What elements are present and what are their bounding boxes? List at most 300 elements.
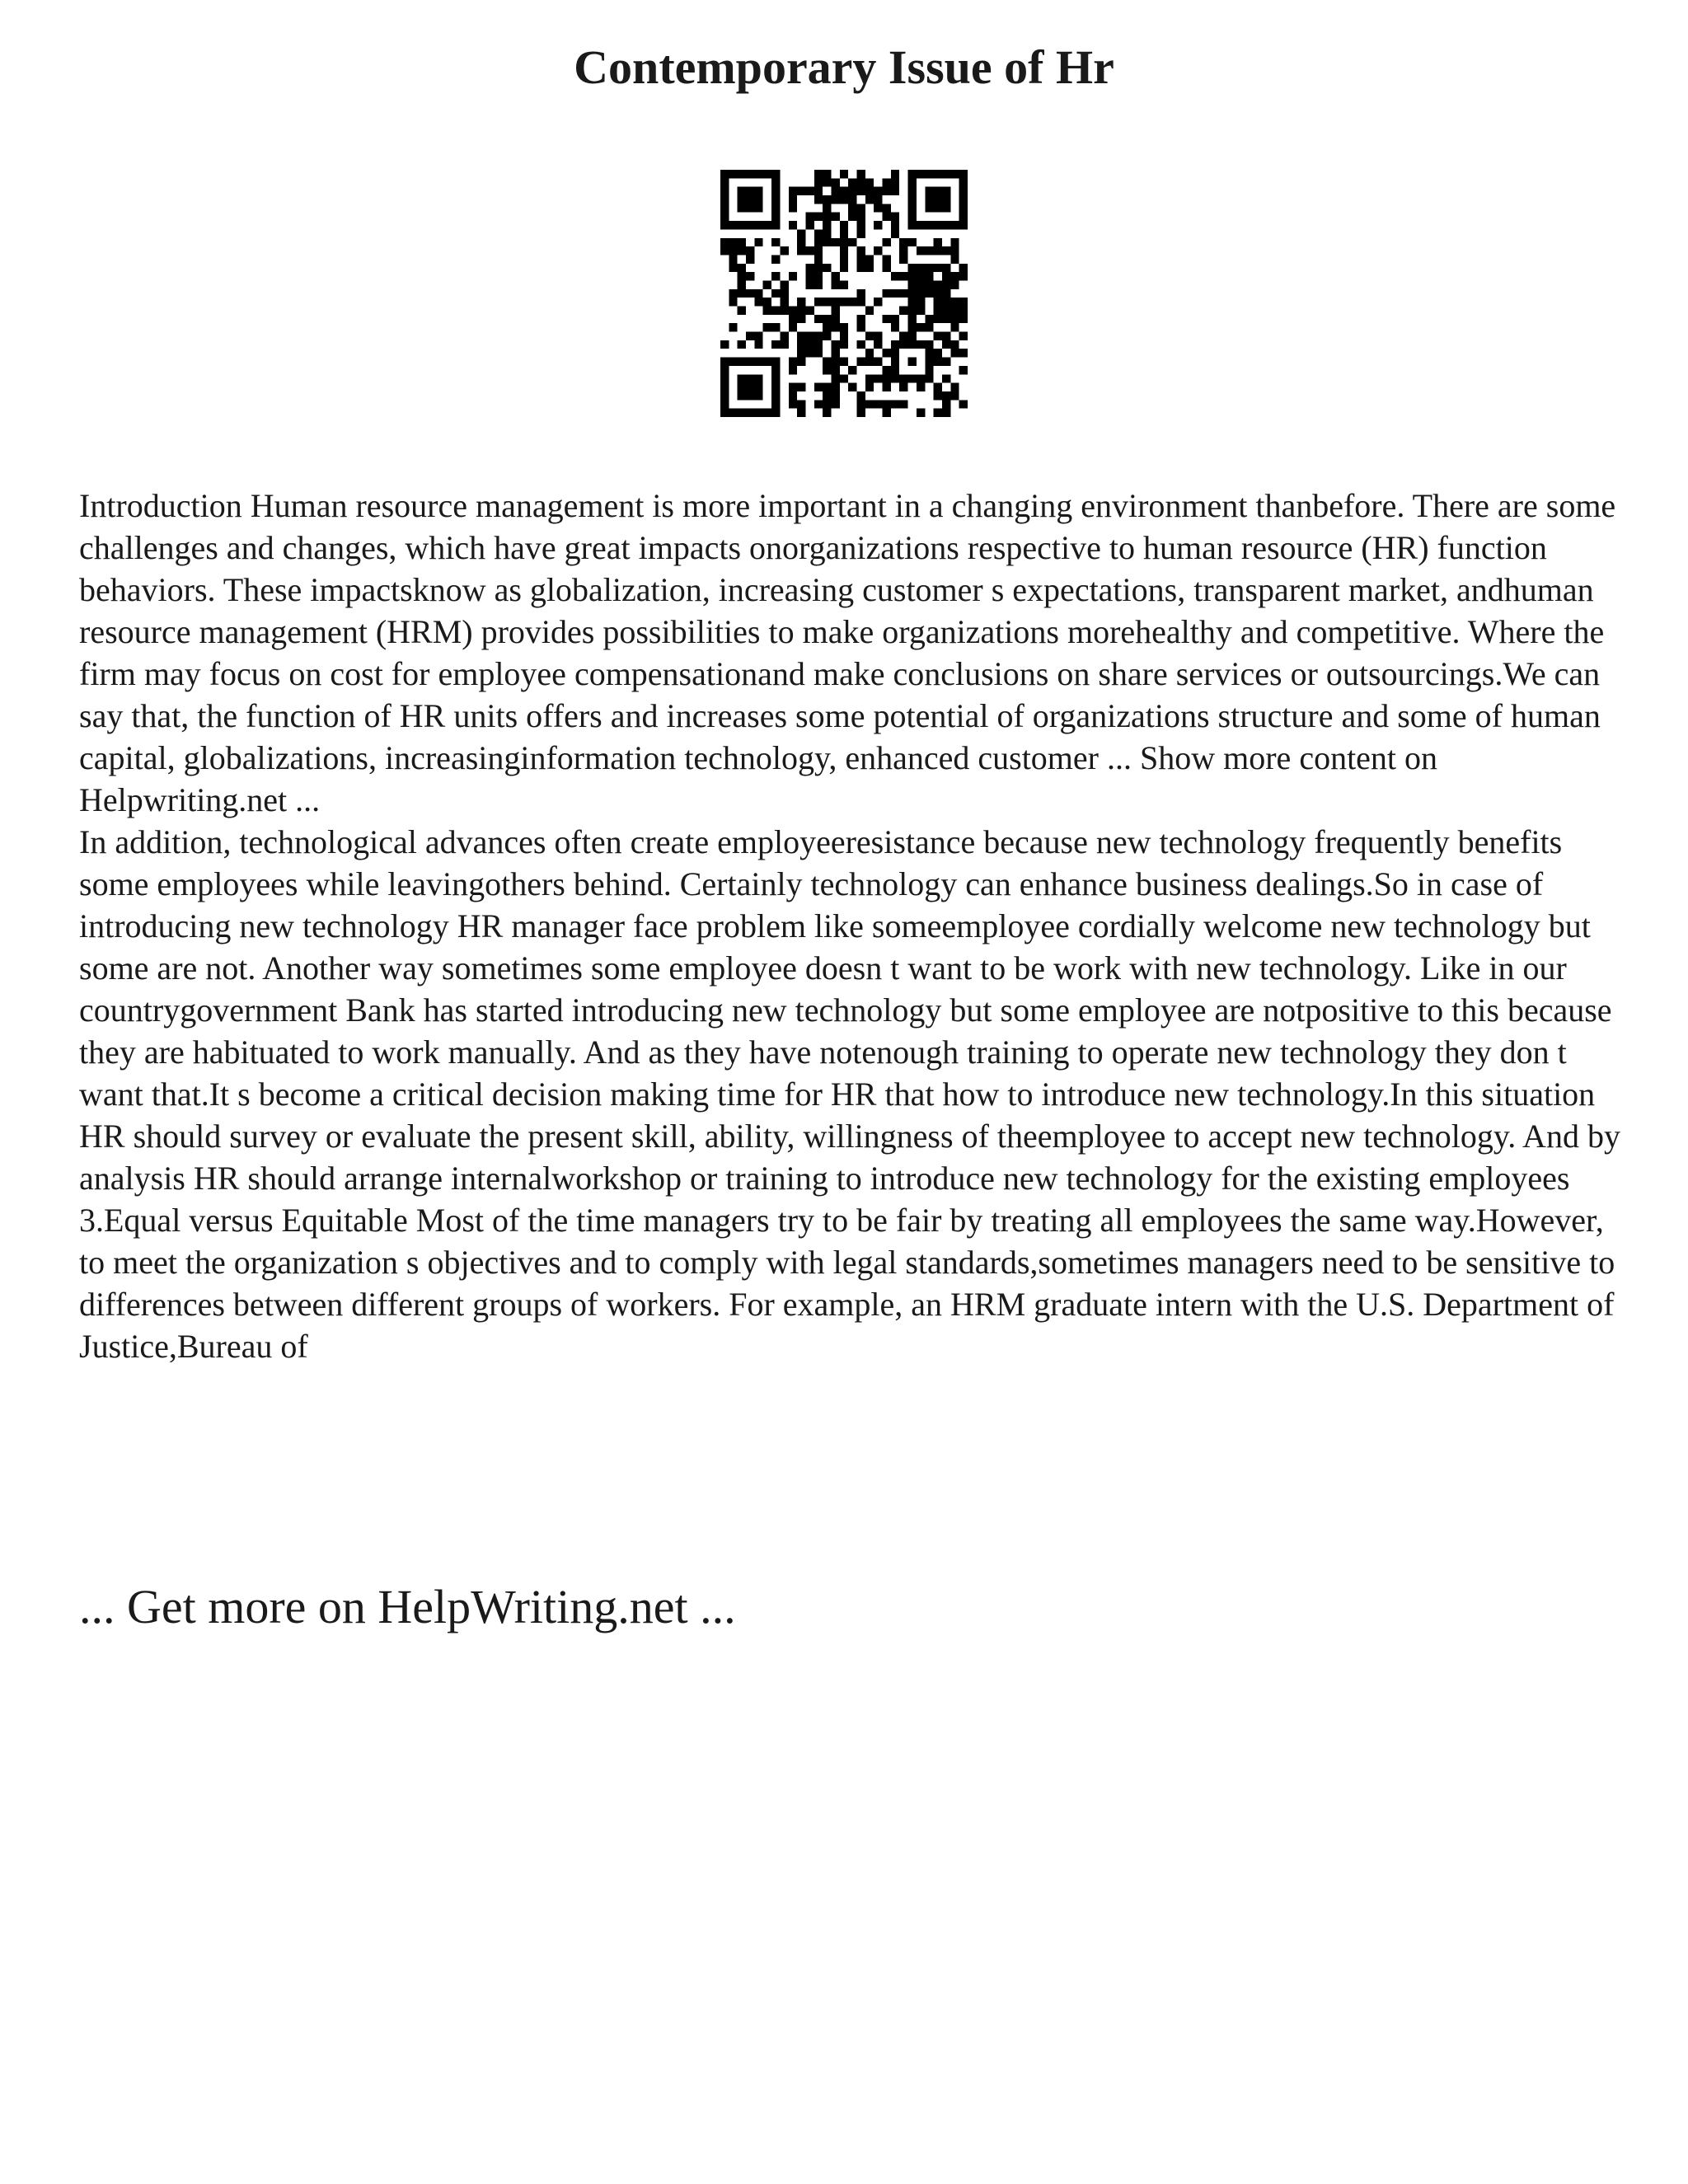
qr-module <box>891 221 899 229</box>
qr-module <box>771 213 780 221</box>
qr-module <box>780 307 788 315</box>
qr-module <box>814 229 823 237</box>
qr-module <box>942 307 950 315</box>
qr-module <box>754 221 762 229</box>
qr-module <box>738 409 746 417</box>
qr-module <box>925 289 933 298</box>
qr-module <box>746 391 754 400</box>
qr-module <box>891 170 899 178</box>
qr-module <box>805 221 814 229</box>
qr-module <box>720 187 729 195</box>
qr-module <box>959 221 968 229</box>
qr-module <box>917 221 925 229</box>
qr-module <box>857 246 865 255</box>
qr-module <box>797 298 805 306</box>
qr-module <box>738 170 746 178</box>
qr-module <box>738 221 746 229</box>
qr-module <box>738 391 746 400</box>
qr-module <box>831 349 839 357</box>
qr-module <box>848 366 856 374</box>
qr-module <box>908 204 917 212</box>
qr-module <box>942 272 950 280</box>
qr-module <box>950 246 959 255</box>
qr-module <box>848 187 856 195</box>
qr-module <box>891 366 899 374</box>
qr-module <box>942 374 950 382</box>
qr-module <box>840 221 848 229</box>
qr-module <box>738 272 746 280</box>
qr-module <box>942 400 950 408</box>
qr-module <box>780 246 788 255</box>
qr-module <box>746 246 754 255</box>
qr-module <box>874 195 882 204</box>
qr-module <box>831 178 839 186</box>
qr-module <box>891 323 899 331</box>
qr-module <box>797 187 805 195</box>
qr-module <box>720 221 729 229</box>
qr-module <box>925 264 933 272</box>
qr-module <box>780 280 788 288</box>
qr-module <box>857 264 865 272</box>
paragraph-introduction: Introduction Human resource management is more important in a changing environment thanbefore. There are some challenges and changes, which have great impacts onorganizations respective to human resource (HR) function behaviors. These impactsknow as globalization, increasing customer s expectations, transparent market, andhuman resource management (HRM) provides possibilities to make organizations morehealthy and competitive. Where the firm may focus on cost for employee compensationand make conclusions on share services or outsourcings.We can say that, the function of HR units offers and increases some potential of organizations structure and some of human capital, globalizations, increasinginformation technology, enhanced customer ... Show more content on Helpwriting.net ... <box>79 487 1616 818</box>
qr-module <box>899 272 907 280</box>
qr-module <box>857 187 865 195</box>
qr-module <box>848 204 856 212</box>
qr-module <box>908 289 917 298</box>
qr-module <box>814 315 823 323</box>
qr-module <box>789 383 797 391</box>
qr-module <box>934 238 942 246</box>
qr-module <box>729 221 737 229</box>
qr-module <box>925 366 933 374</box>
qr-module <box>823 315 831 323</box>
qr-module <box>823 323 831 331</box>
qr-module <box>754 383 762 391</box>
qr-module <box>865 400 874 408</box>
qr-module <box>771 366 780 374</box>
qr-module <box>899 383 907 391</box>
qr-module <box>831 358 839 366</box>
qr-module <box>746 187 754 195</box>
qr-module <box>797 332 805 340</box>
qr-module <box>908 332 917 340</box>
qr-module <box>823 264 831 272</box>
qr-module <box>934 280 942 288</box>
qr-module <box>797 383 805 391</box>
qr-module <box>831 307 839 315</box>
qr-module <box>917 374 925 382</box>
qr-module <box>805 280 814 288</box>
qr-module <box>865 195 874 204</box>
qr-module <box>959 213 968 221</box>
qr-module <box>738 238 746 246</box>
qr-module <box>857 400 865 408</box>
qr-module <box>831 323 839 331</box>
qr-module <box>763 221 771 229</box>
qr-module <box>831 195 839 204</box>
qr-module <box>831 298 839 306</box>
qr-module <box>720 340 729 349</box>
qr-module <box>942 340 950 349</box>
qr-module <box>942 409 950 417</box>
qr-module <box>754 340 762 349</box>
qr-module <box>763 280 771 288</box>
qr-module <box>857 170 865 178</box>
qr-module <box>917 383 925 391</box>
qr-module <box>857 289 865 298</box>
qr-module <box>840 238 848 246</box>
qr-module <box>771 289 780 298</box>
qr-module <box>891 213 899 221</box>
qr-module <box>720 374 729 382</box>
qr-module <box>917 340 925 349</box>
qr-module <box>874 332 882 340</box>
qr-module <box>738 204 746 212</box>
qr-module <box>789 400 797 408</box>
qr-module <box>814 246 823 255</box>
qr-module <box>789 221 797 229</box>
qr-module <box>950 298 959 306</box>
qr-module <box>848 298 856 306</box>
qr-module <box>840 340 848 349</box>
qr-module <box>771 307 780 315</box>
qr-module <box>840 374 848 382</box>
qr-module <box>908 178 917 186</box>
qr-module <box>780 289 788 298</box>
qr-module <box>840 358 848 366</box>
qr-module <box>891 315 899 323</box>
qr-module <box>805 187 814 195</box>
qr-module <box>814 187 823 195</box>
qr-module <box>729 323 737 331</box>
qr-module <box>874 246 882 255</box>
qr-module <box>908 340 917 349</box>
qr-module <box>959 178 968 186</box>
qr-module <box>891 340 899 349</box>
qr-module <box>840 298 848 306</box>
qr-module <box>959 315 968 323</box>
qr-module <box>950 307 959 315</box>
qr-module <box>883 204 891 212</box>
qr-module <box>934 289 942 298</box>
qr-module <box>754 298 762 306</box>
qr-module <box>797 229 805 237</box>
qr-module <box>959 332 968 340</box>
qr-module <box>823 195 831 204</box>
qr-module <box>840 195 848 204</box>
qr-module <box>729 409 737 417</box>
qr-module <box>805 307 814 315</box>
qr-module <box>874 400 882 408</box>
qr-module <box>942 195 950 204</box>
qr-module <box>789 272 797 280</box>
qr-module <box>925 246 933 255</box>
qr-module <box>738 289 746 298</box>
qr-module <box>908 213 917 221</box>
qr-module <box>840 187 848 195</box>
qr-module <box>865 187 874 195</box>
qr-module <box>771 409 780 417</box>
qr-module <box>771 255 780 263</box>
qr-module <box>942 298 950 306</box>
qr-module <box>857 255 865 263</box>
qr-module <box>934 383 942 391</box>
qr-module <box>754 409 762 417</box>
qr-module <box>950 323 959 331</box>
qr-module <box>754 391 762 400</box>
qr-module <box>763 323 771 331</box>
qr-module <box>789 323 797 331</box>
qr-module <box>925 272 933 280</box>
qr-code-icon <box>720 170 968 417</box>
qr-module <box>950 272 959 280</box>
qr-module <box>840 229 848 237</box>
qr-module <box>934 315 942 323</box>
qr-module <box>780 332 788 340</box>
qr-module <box>925 204 933 212</box>
qr-module <box>814 178 823 186</box>
qr-module <box>738 307 746 315</box>
qr-module <box>814 272 823 280</box>
qr-module <box>908 264 917 272</box>
qr-module <box>763 409 771 417</box>
qr-module <box>917 264 925 272</box>
qr-module <box>840 332 848 340</box>
qr-module <box>908 374 917 382</box>
qr-module <box>917 246 925 255</box>
qr-module <box>883 366 891 374</box>
qr-module <box>729 170 737 178</box>
qr-module <box>925 358 933 366</box>
qr-module <box>865 374 874 382</box>
qr-module <box>771 178 780 186</box>
qr-module <box>814 170 823 178</box>
qr-module <box>874 340 882 349</box>
qr-module <box>865 349 874 357</box>
qr-module <box>883 349 891 357</box>
qr-module <box>925 221 933 229</box>
qr-module <box>814 238 823 246</box>
get-more-link[interactable]: ... Get more on HelpWriting.net ... <box>79 1580 736 1633</box>
qr-module <box>899 246 907 255</box>
qr-module <box>899 289 907 298</box>
qr-module <box>908 195 917 204</box>
qr-module <box>959 204 968 212</box>
qr-module <box>823 204 831 212</box>
qr-module <box>729 358 737 366</box>
qr-module <box>823 400 831 408</box>
qr-module <box>942 358 950 366</box>
qr-module <box>857 391 865 400</box>
qr-module <box>883 400 891 408</box>
qr-module <box>899 255 907 263</box>
qr-module <box>738 374 746 382</box>
qr-module <box>754 238 762 246</box>
qr-module <box>891 358 899 366</box>
qr-module <box>789 195 797 204</box>
qr-module <box>746 195 754 204</box>
qr-module <box>831 238 839 246</box>
qr-module <box>883 238 891 246</box>
qr-module <box>908 323 917 331</box>
qr-module <box>925 374 933 382</box>
qr-module <box>729 246 737 255</box>
qr-module <box>789 204 797 212</box>
qr-module <box>891 229 899 237</box>
qr-module <box>950 170 959 178</box>
qr-module <box>805 246 814 255</box>
qr-module <box>823 366 831 374</box>
qr-module <box>738 195 746 204</box>
qr-module <box>865 264 874 272</box>
article-body <box>79 485 1637 1367</box>
qr-module <box>805 332 814 340</box>
qr-module <box>959 366 968 374</box>
qr-module <box>899 307 907 315</box>
qr-module <box>891 178 899 186</box>
qr-module <box>908 280 917 288</box>
qr-module <box>848 383 856 391</box>
qr-module <box>908 315 917 323</box>
qr-module <box>883 374 891 382</box>
qr-module <box>831 213 839 221</box>
qr-module <box>754 187 762 195</box>
qr-module <box>959 170 968 178</box>
qr-module <box>959 272 968 280</box>
qr-module <box>814 340 823 349</box>
qr-module <box>771 383 780 391</box>
qr-module <box>720 195 729 204</box>
qr-module <box>814 298 823 306</box>
qr-module <box>738 187 746 195</box>
qr-module <box>754 204 762 212</box>
qr-module <box>917 170 925 178</box>
qr-module <box>797 307 805 315</box>
qr-module <box>883 187 891 195</box>
qr-module <box>883 409 891 417</box>
qr-module <box>908 221 917 229</box>
qr-module <box>891 400 899 408</box>
qr-module <box>917 307 925 315</box>
qr-module <box>823 178 831 186</box>
qr-module <box>959 349 968 357</box>
qr-module <box>771 272 780 280</box>
qr-module <box>857 221 865 229</box>
qr-module <box>823 213 831 221</box>
qr-module <box>763 307 771 315</box>
qr-module <box>720 400 729 408</box>
qr-module <box>797 246 805 255</box>
qr-module <box>789 307 797 315</box>
qr-module <box>925 195 933 204</box>
qr-module <box>746 374 754 382</box>
qr-module <box>754 374 762 382</box>
qr-module <box>883 213 891 221</box>
qr-module <box>899 340 907 349</box>
qr-module <box>780 340 788 349</box>
qr-module <box>771 374 780 382</box>
qr-module <box>814 195 823 204</box>
qr-module <box>823 229 831 237</box>
qr-module <box>959 187 968 195</box>
qr-code <box>720 170 968 417</box>
qr-module <box>738 280 746 288</box>
qr-module <box>797 315 805 323</box>
qr-module <box>857 323 865 331</box>
qr-module <box>720 391 729 400</box>
qr-module <box>729 298 737 306</box>
qr-module <box>823 298 831 306</box>
qr-module <box>840 170 848 178</box>
qr-module <box>934 298 942 306</box>
qr-module <box>738 246 746 255</box>
qr-module <box>942 170 950 178</box>
qr-module <box>814 383 823 391</box>
qr-module <box>823 383 831 391</box>
qr-module <box>865 307 874 315</box>
qr-module <box>763 170 771 178</box>
qr-module <box>720 204 729 212</box>
qr-module <box>814 213 823 221</box>
qr-module <box>942 332 950 340</box>
qr-module <box>891 289 899 298</box>
qr-module <box>950 238 959 246</box>
qr-module <box>950 315 959 323</box>
qr-module <box>738 340 746 349</box>
qr-module <box>805 272 814 280</box>
qr-module <box>874 221 882 229</box>
qr-module <box>789 391 797 400</box>
qr-module <box>934 264 942 272</box>
qr-module <box>823 358 831 366</box>
qr-module <box>763 298 771 306</box>
qr-module <box>917 298 925 306</box>
qr-module <box>925 315 933 323</box>
qr-module <box>865 332 874 340</box>
qr-module <box>857 409 865 417</box>
qr-module <box>883 178 891 186</box>
qr-module <box>823 409 831 417</box>
qr-module <box>814 255 823 263</box>
qr-module <box>814 332 823 340</box>
qr-module <box>805 264 814 272</box>
qr-module <box>729 264 737 272</box>
qr-module <box>874 187 882 195</box>
qr-module <box>831 374 839 382</box>
qr-module <box>942 221 950 229</box>
qr-module <box>746 383 754 391</box>
qr-module <box>729 238 737 246</box>
qr-module <box>934 221 942 229</box>
qr-module <box>771 204 780 212</box>
qr-module <box>729 255 737 263</box>
qr-module <box>746 272 754 280</box>
qr-module <box>942 289 950 298</box>
qr-module <box>805 213 814 221</box>
qr-module <box>848 195 856 204</box>
qr-module <box>831 400 839 408</box>
qr-module <box>874 204 882 212</box>
qr-module <box>746 358 754 366</box>
qr-module <box>925 323 933 331</box>
qr-module <box>883 255 891 263</box>
qr-module <box>950 391 959 400</box>
qr-module <box>746 170 754 178</box>
qr-module <box>934 204 942 212</box>
qr-module <box>857 213 865 221</box>
qr-module <box>720 366 729 374</box>
qr-module <box>746 204 754 212</box>
